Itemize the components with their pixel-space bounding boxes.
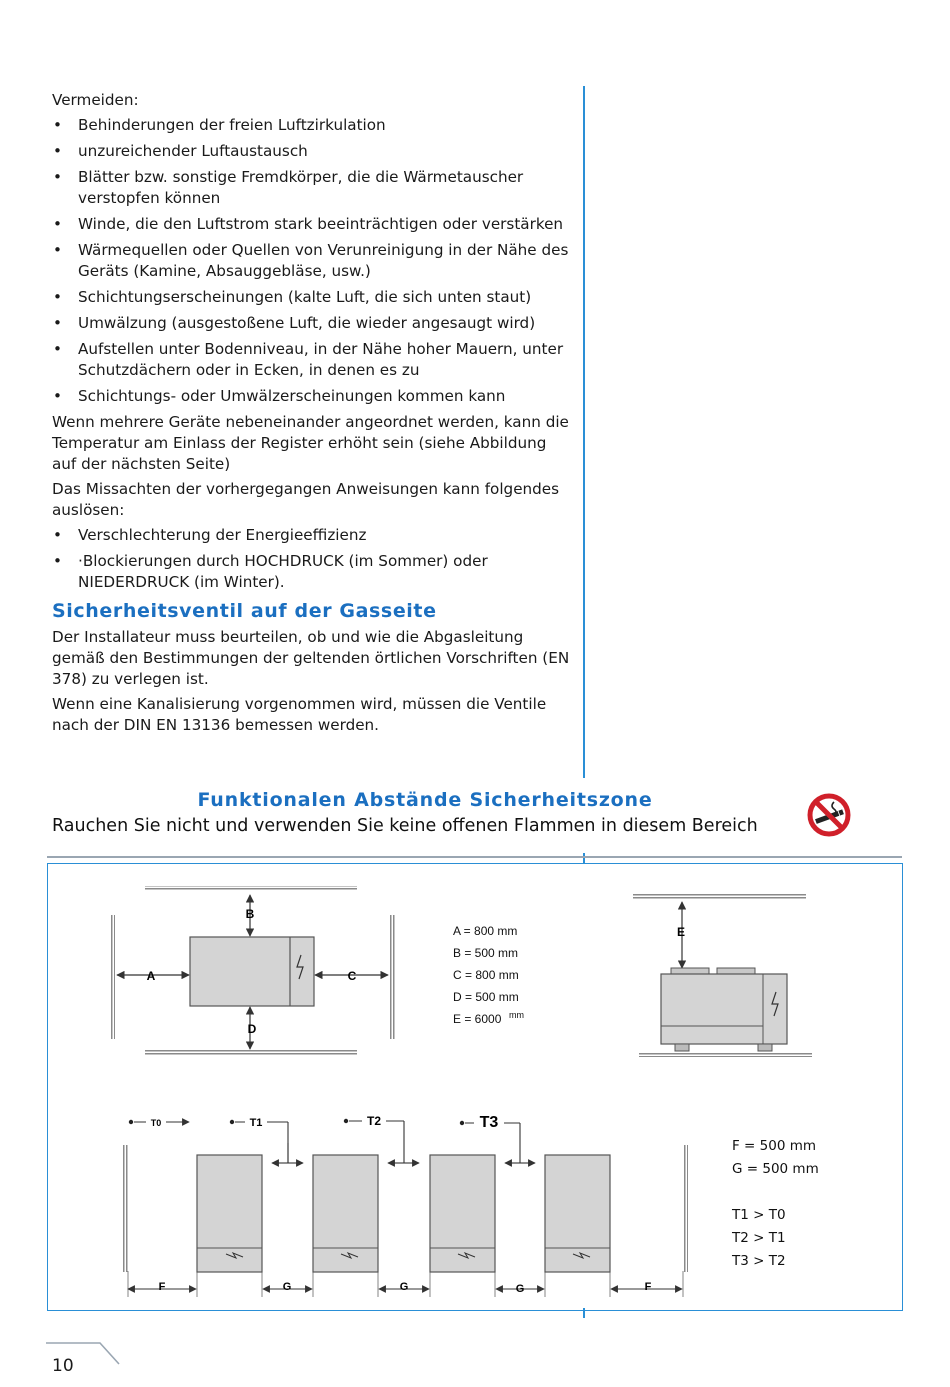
- list-item: • Verschlechterung der Energieeffizienz: [52, 525, 572, 546]
- paragraph: Der Installateur muss beurteilen, ob und wie die Abgasleitung gemäß den Bestimmungen der geltenden örtlichen Vorschriften (EN 378) zu verlegen ist.: [52, 628, 570, 688]
- value-f: F = 500 mm: [732, 1138, 817, 1154]
- label-c: C: [347, 969, 357, 983]
- list-item: • Behinderungen der freien Luftzirkulation: [52, 115, 572, 136]
- value-d: D = 500 mm: [453, 990, 519, 1004]
- value-c: C = 800 mm: [453, 968, 519, 982]
- value-e: E = 6000: [453, 1012, 502, 1026]
- list-item: • Umwälzung (ausgestoßene Luft, die wieder angesaugt wird): [52, 313, 572, 334]
- bottom-values: [731, 1138, 819, 1269]
- value-a: A = 800 mm: [453, 924, 518, 938]
- value-b: B = 500 mm: [453, 946, 519, 960]
- intro-text: Vermeiden:: [52, 91, 139, 109]
- gap-label-g: G: [515, 1283, 525, 1295]
- gap-label-f: F: [158, 1281, 166, 1293]
- relation: T1 > T0: [732, 1207, 786, 1223]
- label-d: D: [247, 1022, 257, 1036]
- label-e: E: [676, 925, 686, 939]
- top-values: [453, 924, 524, 1026]
- list-item: • Blätter bzw. sonstige Fremdkörper, die die Wärmetauscher verstopfen können: [52, 167, 572, 209]
- side-view: [633, 894, 812, 1057]
- label-a: A: [146, 969, 156, 983]
- value-e-unit: mm: [509, 1010, 524, 1020]
- gap-label-f: F: [644, 1281, 652, 1293]
- list-item: • Wärmequellen oder Quellen von Verunreinigung in der Nähe des Geräts (Kamine, Absauggebläse, usw.): [52, 240, 572, 282]
- relation: T2 > T1: [732, 1230, 786, 1246]
- row-view: [123, 1111, 688, 1297]
- paragraph: Das Missachten der vorhergegangen Anweisungen kann folgendes auslösen:: [52, 480, 560, 519]
- paragraph: Wenn eine Kanalisierung vorgenommen wird, müssen die Ventile nach der DIN EN 13136 bemessen werden.: [52, 695, 547, 734]
- page-number: 10: [52, 1356, 74, 1376]
- gap-label-g: G: [399, 1281, 409, 1293]
- plan-view: [110, 886, 395, 1055]
- list-item: • Schichtungs- oder Umwälzerscheinungen kommen kann: [52, 386, 572, 407]
- gap-label-g: G: [282, 1281, 292, 1293]
- list-item: • ·Blockierungen durch HOCHDRUCK (im Sommer) oder NIEDERDRUCK (im Winter).: [52, 551, 572, 593]
- relation: T3 > T2: [732, 1253, 786, 1269]
- list-item: • Winde, die den Luftstrom stark beeinträchtigen oder verstärken: [52, 214, 572, 235]
- list-item: • Aufstellen unter Bodenniveau, in der Nähe hoher Mauern, unter Schutzdächern oder in Ecken, in denen es zu: [52, 339, 572, 381]
- list-item: • Schichtungserscheinungen (kalte Luft, die sich unten staut): [52, 287, 572, 308]
- value-g: G = 500 mm: [732, 1161, 819, 1177]
- list-item: • unzureichender Luftaustausch: [52, 141, 572, 162]
- temp-label-t2: T2: [366, 1114, 382, 1128]
- section-heading: Sicherheitsventil auf der Gasseite: [52, 600, 437, 622]
- temp-label-t1: T1: [249, 1117, 263, 1129]
- temp-label-t3: T3: [479, 1114, 499, 1131]
- label-b: B: [245, 907, 255, 921]
- temp-label-t0: T0: [150, 1118, 162, 1128]
- safety-zone-subtitle: Rauchen Sie nicht und verwenden Sie keine offenen Flammen in diesem Bereich: [52, 816, 758, 836]
- safety-zone-title: Funktionalen Abstände Sicherheitszone: [197, 789, 653, 811]
- paragraph: Wenn mehrere Geräte nebeneinander angeordnet werden, kann die Temperatur am Einlass der Register erhöht sein (siehe Abbildung auf der nächsten Seite): [52, 413, 569, 473]
